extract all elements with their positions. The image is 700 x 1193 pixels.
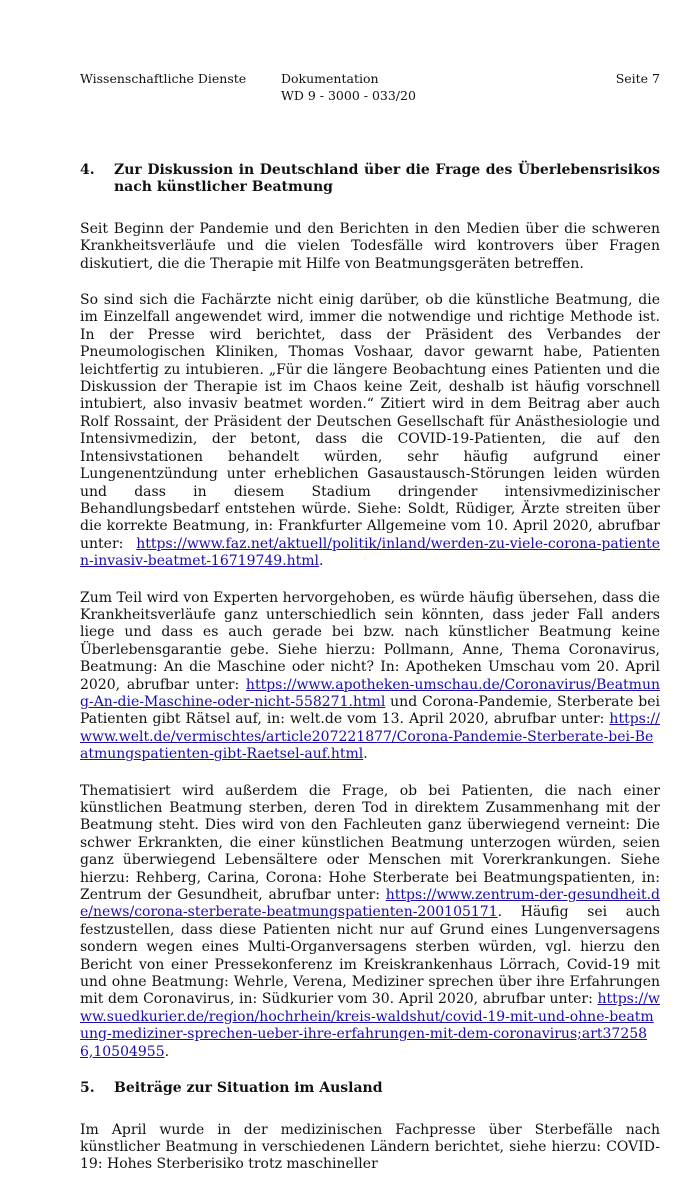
header-document-info — [281, 70, 416, 104]
paragraph-1: Seit Beginn der Pandemie und den Berichten in den Medien über die schweren Krankheitsverläufe und die vielen Todesfälle wird kontrovers über Fragen diskutiert, die die Therapie mit Hilfe von Beatmungsgeräten betreffen. — [80, 220, 660, 272]
document-body — [80, 162, 660, 1193]
paragraph-3-end: . — [363, 746, 368, 763]
header-doc-type: Dokumentation — [281, 71, 379, 86]
welt-link[interactable]: https://www.welt.de/vermischtes/article207221877/Corona-Pandemie-Sterberate-bei-Beatmungspatienten-gibt-Raetsel-auf.html — [80, 711, 660, 763]
paragraph-2-end: . — [319, 553, 324, 570]
header-doc-number: WD 9 - 3000 - 033/20 — [281, 88, 416, 103]
zentrum-der-gesundheit-link[interactable]: https://www.zentrum-der-gesundheit.de/news/corona-sterberate-beatmungspatienten-200105171 — [80, 887, 660, 921]
section-5-number: 5. — [80, 1080, 95, 1097]
header-organization: Wissenschaftliche Dienste — [80, 71, 247, 86]
paragraph-4-end: . — [164, 1043, 170, 1060]
apotheken-umschau-link[interactable]: https://www.apotheken-umschau.de/Coronavirus/Beatmung-An-die-Maschine-oder-nicht-558271.html — [80, 676, 660, 710]
section-4-heading — [80, 162, 660, 197]
paragraph-2 — [80, 292, 660, 571]
paragraph-3-text-2: und Corona-Pandemie, Sterberate bei Patienten gibt Rätsel auf, in: welt.de vom 13. April 2020, abrufbar unter: — [80, 693, 660, 728]
paragraph-2-text: So sind sich die Fachärzte nicht einig darüber, ob die künstliche Beatmung, die im Einzelfall angewendet wird, immer die notwendige und richtige Methode ist. In der Presse wird berichtet, dass der Präsident des Verbandes der Pneumologischen Kliniken, Thomas Voshaar, davor gewarnt habe, Patienten leichtfertig zu intubieren. „Für die längere Beobachtung eines Patienten und die Diskussion der Therapie ist im Chaos keine Zeit, deshalb ist häufig vorschnell intubiert, also invasiv beatmet worden.“ Zitiert wird in dem Beitrag aber auch Rolf Rossaint, der Präsident der Deutschen Gesellschaft für Anästhesiologie und Intensivmedizin, der betont, dass die COVID-19-Patienten, die auf den Intensivstationen behandelt würden, sehr häufig aufgrund einer Lungenentzündung unter erheblichen Gasaustausch-Störungen leiden würden und dass in diesem Stadium dringender intensivmedizinischer Behandlungsbedarf entstehen würde. Siehe: Soldt, Rüdiger, Ärzte streiten über die korrekte Beatmung, in: Frankfurter Allgemeine vom 10. April 2020, abrufbar unter: — [80, 292, 660, 552]
paragraph-3-text-1: Zum Teil wird von Experten hervorgehoben, es würde häufig übersehen, dass die Krankheitsverläufe ganz unterschiedlich sein könnten, dass jeder Fall anders liege und dass es auch gerade bei bzw. nach künstlicher Beatmung keine Überlebensgarantie gebe. Siehe hierzu: Pollmann, Anne, Thema Coronavirus, Beatmung: An die Maschine oder nicht? In: Apotheken Umschau vom 20. April 2020, abrufbar unter: — [80, 589, 660, 693]
section-5-heading — [80, 1080, 660, 1097]
faz-link[interactable]: https://www.faz.net/aktuell/politik/inland/werden-zu-viele-corona-patienten-invasiv-beatmet-16719749.html — [80, 535, 660, 570]
paragraph-3 — [80, 590, 660, 764]
suedkurier-link[interactable]: https://www.suedkurier.de/region/hochrhein/kreis-waldshut/covid-19-mit-und-ohne-beatmung-mediziner-sprechen-ueber-ihre-erfahrungen-mit-dem-coronavirus;art372586,10504955 — [80, 991, 660, 1060]
paragraph-4-text-1: Thematisiert wird außerdem die Frage, ob bei Patienten, die nach einer künstlichen Beatmung sterben, deren Tod in direktem Zusammenhang mit der Beatmung steht. Dies wird von den Fachleuten ganz überwiegend verneint: Die schwer Erkrankten, die einer künstlichen Beatmung unterzogen würden, seien ganz überwiegend Lebensältere oder Menschen mit Vorerkrankungen. Siehe hierzu: Rehberg, Carina, Corona: Hohe Sterberate bei Beatmungspatienten, in: Zentrum der Gesundheit, abrufbar unter: — [80, 782, 660, 904]
section-4-number: 4. — [80, 162, 95, 178]
paragraph-5: Im April wurde in der medizinischen Fachpresse über Sterbefälle nach künstlicher Beatmung in verschiedenen Ländern berichtet, siehe hierzu: COVID-19: Hohes Sterberisiko trotz maschineller — [80, 1121, 660, 1173]
paragraph-4 — [80, 783, 660, 1062]
header-page-number: Seite 7 — [615, 71, 660, 86]
section-5-title: Beiträge zur Situation im Ausland — [114, 1080, 383, 1097]
page-header — [80, 70, 660, 110]
paragraph-4-text-2: . Häufig sei auch festzustellen, dass diese Patienten nicht nur auf Grund eines Lungenversagens sondern wegen eines Multi-Organversagens sterben würden, vgl. hierzu den Bericht von einer Pressekonferenz im Kreiskrankenhaus Lörrach, Covid-19 mit und ohne Beatmung: Wehrle, Verena, Mediziner sprechen über ihre Erfahrungen mit dem Coronavirus, in: Südkurier vom 30. April 2020, abrufbar unter: — [80, 904, 660, 1008]
section-4-title: Zur Diskussion in Deutschland über die Frage des Überlebensrisikos nach künstlicher Beatmung — [114, 162, 660, 196]
